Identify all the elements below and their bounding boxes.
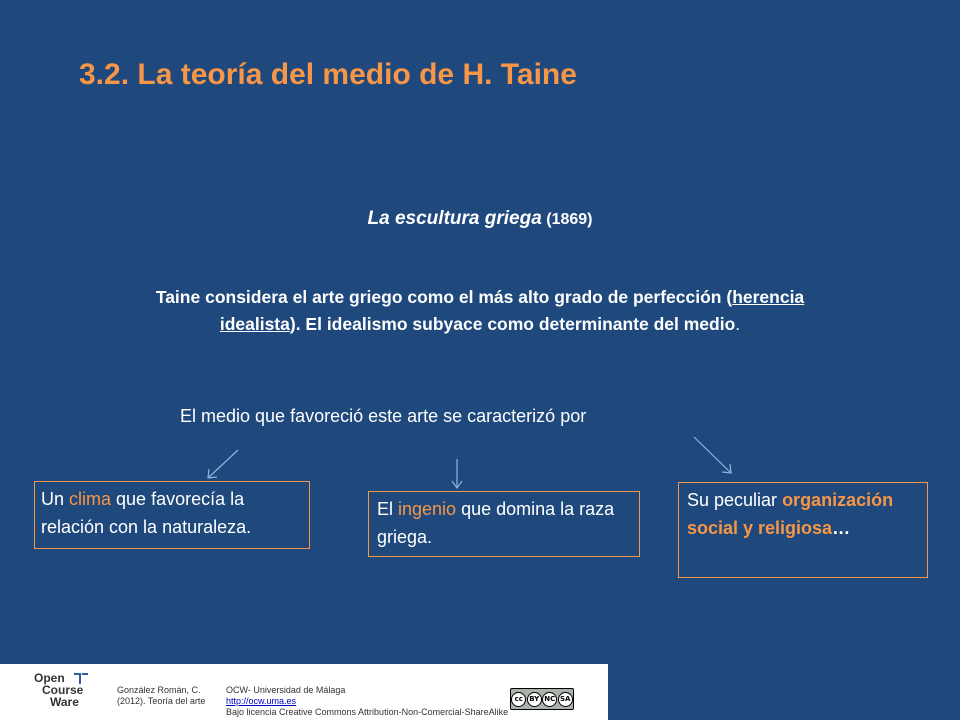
paragraph-underlined: herencia idealista (219, 287, 805, 334)
footer-author-line2: (2012). Teoría del arte (117, 696, 206, 706)
logo-line-ware: Ware (50, 695, 79, 709)
footer-author-line1: González Román, C. (117, 685, 201, 695)
arrow-right (694, 437, 731, 473)
box-highlight: ingenio (398, 499, 457, 519)
arrow-left-head (208, 469, 217, 478)
footer-ocw-line (226, 685, 508, 707)
slide-subtitle (0, 208, 960, 230)
footer-license-line: Bajo licencia Creative Commons Attribution-Non-Comercial-ShareAlike (226, 707, 509, 717)
footer-author (117, 685, 205, 707)
box-highlight: clima (69, 489, 112, 509)
arrow-right-head (722, 464, 731, 473)
slide-title: 3.2. La teoría del medio de H. Taine (79, 58, 577, 91)
box-highlight: organización social y religiosa (687, 490, 894, 538)
footer-ocw-label: OCW- Universidad de Málaga (226, 685, 346, 695)
paragraph-part2: ). El idealismo subyace como determinante del medio (289, 314, 736, 334)
box-text-post: que domina la raza griega. (377, 499, 615, 547)
box-text-post: que favorecía la relación con la naturaleza. (41, 489, 252, 537)
logo-line-course: Course (42, 683, 84, 697)
factor-box-organization (678, 482, 928, 578)
paragraph-end: . (735, 314, 741, 334)
footer-ocw-link[interactable]: http://ocw.uma.es (226, 696, 297, 706)
subtitle-work-title: La escultura griega (367, 208, 542, 229)
by-icon: BY (527, 692, 542, 707)
intro-paragraph (120, 284, 840, 338)
nc-icon: NC (542, 692, 557, 707)
ocw-mark-icon (72, 672, 90, 686)
paragraph-part1: Taine considera el arte griego como el más alto grado de perfección ( (155, 287, 733, 307)
lead-sentence: El medio que favoreció este arte se caracterizó por (180, 406, 587, 426)
logo-line-open: Open (34, 671, 65, 685)
box-text-post: … (832, 518, 851, 538)
footer-bar (0, 664, 608, 720)
footer-license-text (226, 685, 508, 718)
arrow-middle-head (452, 481, 462, 488)
cc-icon: cc (511, 692, 526, 707)
arrow-left (208, 450, 238, 478)
box-text-pre: Un (41, 489, 70, 509)
box-text-pre: El (377, 499, 399, 519)
box-text-pre: Su peculiar (687, 490, 783, 510)
subtitle-year: (1869) (541, 211, 593, 228)
factor-box-climate (34, 481, 310, 549)
factor-box-ingenio (368, 491, 640, 557)
cc-license-badge[interactable] (510, 688, 574, 710)
sa-icon: SA (558, 692, 573, 707)
